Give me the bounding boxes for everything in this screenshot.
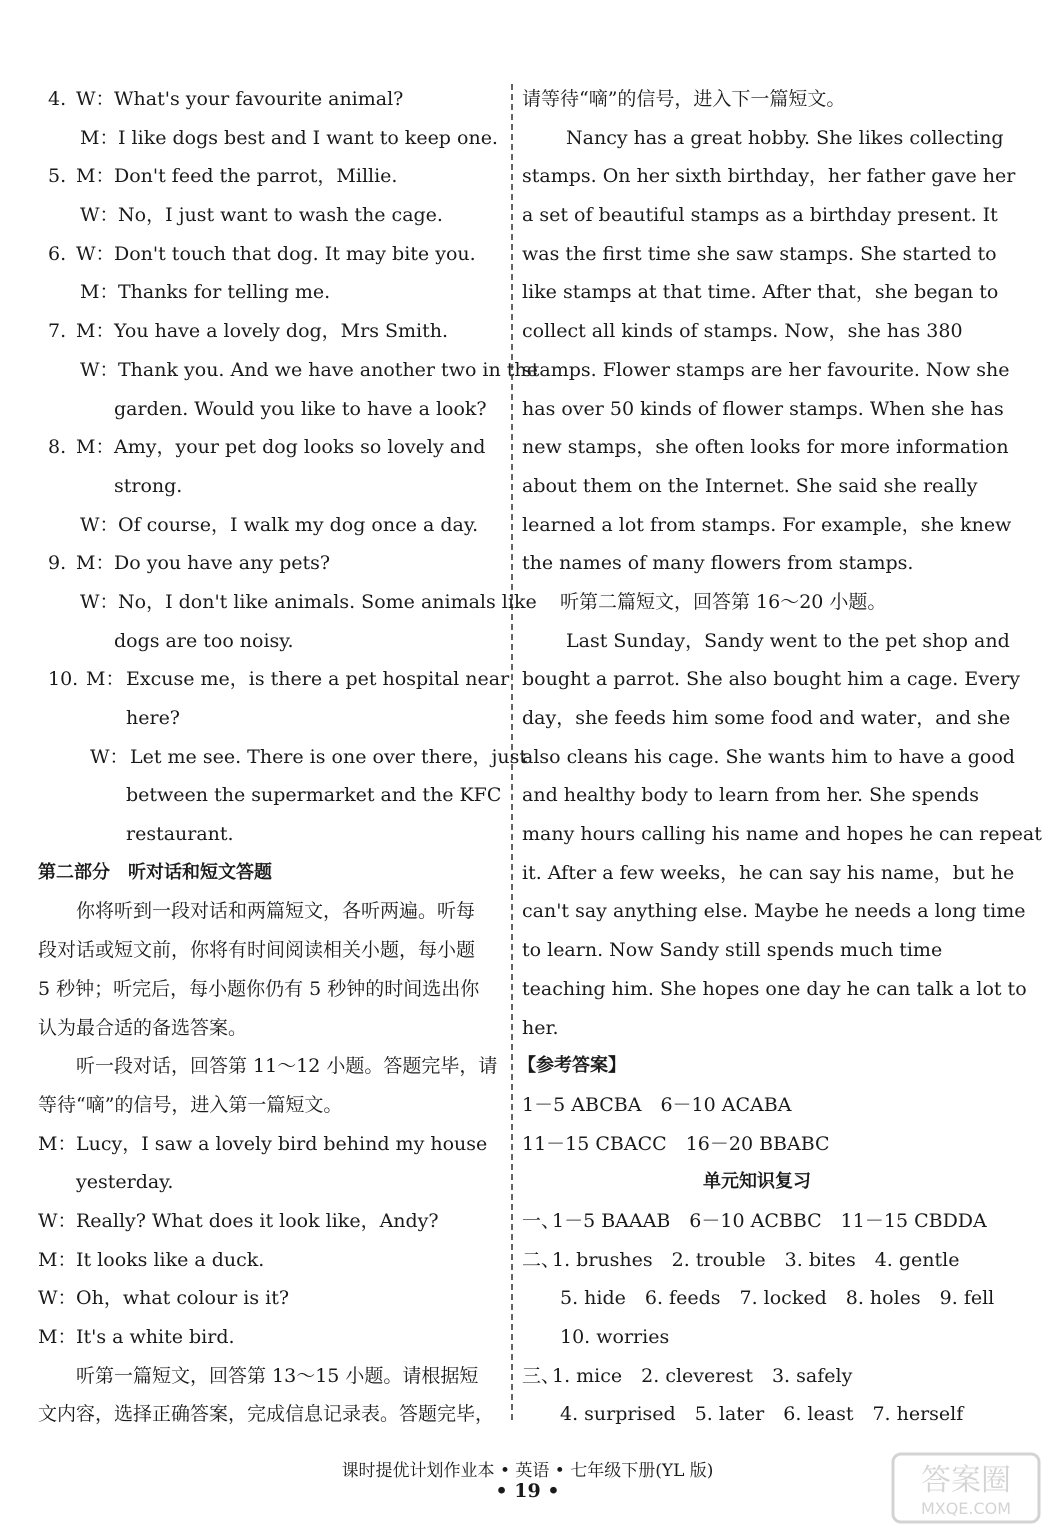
review-text: 10. worries [560, 1326, 670, 1348]
dialogue-line [38, 583, 537, 622]
instruction-line [38, 1357, 504, 1396]
dialogue-line [38, 1241, 504, 1280]
passage-text: day，she feeds him some food and water，and she [522, 707, 1011, 729]
dialogue-line [38, 815, 504, 854]
passage-line [522, 931, 992, 970]
review-label: 三、 [522, 1364, 561, 1387]
speaker-label: M： [76, 320, 115, 343]
instruction-line [38, 1047, 504, 1086]
instruction-text: 段对话或短文前，你将有时间阅读相关小题，每小题 [38, 939, 476, 962]
dialogue-text: I like dogs best and I want to keep one. [118, 126, 498, 149]
review-label: 二、 [522, 1248, 561, 1271]
instruction-text: 5 秒钟；听完后，每小题你仍有 5 秒钟的时间选出你 [38, 977, 480, 1000]
dialogue-text: Do you have any pets? [114, 552, 331, 575]
dialogue-line [38, 660, 510, 699]
question-number: 4. [48, 88, 67, 110]
right-column [518, 80, 1042, 1434]
passage-text: was the first time she saw stamps. She started to [522, 242, 997, 265]
instruction-text: 你将听到一段对话和两篇短文，各听两遍。听每 [76, 900, 476, 923]
speaker-label: W： [90, 745, 129, 768]
instruction-line [38, 931, 504, 970]
dialogue-text: strong. [114, 474, 183, 497]
review-text: 5. hide 6. feeds 7. locked 8. holes 9. fell [560, 1287, 995, 1310]
speaker-label: M： [38, 1326, 77, 1348]
dialogue-text: Don't touch that dog. It may bite you. [114, 242, 476, 265]
passage-text: stamps. Flower stamps are her favourite. Now she [522, 358, 1010, 381]
instruction-line [522, 583, 992, 622]
dialogue-line [38, 699, 504, 738]
answer-text: 11－15 CBACC 16－20 BBABC [522, 1132, 830, 1155]
question-number: 9. [48, 552, 67, 575]
dialogue-text: yesterday. [76, 1171, 174, 1194]
passage-line [522, 660, 1021, 699]
dialogue-line [38, 196, 504, 235]
passage-text: stamps. On her sixth birthday，her father gave her [522, 165, 1016, 188]
instruction-text: 听一段对话，回答第 11～12 小题。答题完毕，请 [76, 1055, 498, 1078]
dialogue-line [38, 1125, 504, 1164]
dialogue-text: Thanks for telling me. [118, 281, 331, 304]
instruction-text: 等待“嘀”的信号，进入第一篇短文。 [38, 1093, 343, 1116]
dialogue-text: Don't feed the parrot，Millie. [114, 165, 398, 188]
passage-line [522, 196, 998, 235]
dialogue-text: dogs are too noisy. [114, 629, 294, 652]
review-label: 一、 [522, 1209, 561, 1232]
instruction-line [38, 1086, 504, 1125]
passage-text: also cleans his cage. She wants him to have a good [522, 745, 1015, 768]
speaker-label: W： [80, 358, 119, 381]
instruction-text: 请等待“嘀”的信号，进入下一篇短文。 [522, 88, 846, 110]
passage-line [522, 157, 1016, 196]
passage-line [522, 390, 1004, 429]
review-text: 1－5 BAAAB 6－10 ACBBC 11－15 CBDDA [552, 1209, 987, 1232]
dialogue-line [38, 776, 504, 815]
dialogue-line [38, 467, 504, 506]
passage-text: many hours calling his name and hopes he can repeat [522, 823, 1042, 846]
section-heading: 第二部分 听对话和短文答题 [38, 861, 272, 883]
speaker-label: W： [76, 88, 115, 110]
dialogue-line [38, 738, 527, 777]
dialogue-text: restaurant. [126, 823, 234, 846]
review-text: 1. brushes 2. trouble 3. bites 4. gentle [552, 1248, 960, 1271]
svg-text:MXQE.COM: MXQE.COM [920, 1499, 1012, 1518]
dialogue-text: It looks like a duck. [76, 1248, 265, 1271]
passage-line [522, 970, 1027, 1009]
passage-line [522, 738, 1015, 777]
dialogue-text: Excuse me，is there a pet hospital near [126, 668, 510, 691]
passage-line [522, 506, 1012, 545]
answer-text: 1－5 ABCBA 6－10 ACABA [522, 1093, 792, 1116]
review-text: 4. surprised 5. later 6. least 7. herself [560, 1403, 964, 1426]
review-line [522, 1279, 995, 1318]
instruction-line [38, 1395, 504, 1434]
dialogue-line [38, 390, 504, 429]
speaker-label: M： [38, 1248, 77, 1271]
dialogue-line [38, 1202, 504, 1241]
instruction-line [38, 892, 504, 931]
passage-text: like stamps at that time. After that，she began to [522, 281, 999, 304]
dialogue-line [38, 544, 504, 583]
dialogue-text: Thank you. And we have another two in the [118, 358, 538, 381]
passage-line [522, 351, 1010, 390]
passage-line [522, 235, 997, 274]
passage-text: bought a parrot. She also bought him a cage. Every [522, 668, 1021, 691]
passage-text: Nancy has a great hobby. She likes collecting [566, 126, 1004, 149]
dialogue-text: You have a lovely dog，Mrs Smith. [114, 320, 449, 343]
question-number: 8. [48, 436, 67, 459]
svg-text:答案圈: 答案圈 [921, 1463, 1011, 1498]
question-number: 5. [48, 165, 67, 188]
passage-text: about them on the Internet. She said she really [522, 474, 978, 497]
dialogue-line [38, 622, 504, 661]
dialogue-text: garden. Would you like to have a look? [114, 397, 487, 420]
passage-line [522, 467, 992, 506]
dialogue-text: Really? What does it look like，Andy? [76, 1209, 439, 1232]
instruction-line [38, 1009, 504, 1048]
answers-heading-row [518, 1047, 992, 1086]
dialogue-line [38, 351, 538, 390]
passage-line [522, 892, 1026, 931]
passage-line [522, 776, 992, 815]
dialogue-text: It's a white bird. [76, 1326, 235, 1348]
passage-line [522, 815, 1042, 854]
speaker-label: W： [38, 1287, 77, 1310]
passage-line [522, 854, 1015, 893]
question-number: 6. [48, 242, 67, 265]
speaker-label: W： [76, 242, 115, 265]
passage-text: teaching him. She hopes one day he can talk a lot to [522, 977, 1027, 1000]
dialogue-line [38, 506, 504, 545]
dialogue-line [38, 235, 504, 274]
review-line [522, 1202, 992, 1241]
watermark-logo [891, 1452, 1041, 1524]
review-line [522, 1395, 992, 1434]
passage-line [522, 1009, 992, 1048]
question-number: 10. [48, 668, 79, 691]
dialogue-text: here? [126, 707, 180, 729]
passage-line [522, 312, 992, 351]
footer-book-title: 课时提优计划作业本 • 英语 • 七年级下册(YL 版) [341, 1461, 714, 1481]
passage-text: Last Sunday，Sandy went to the pet shop and [566, 629, 1010, 652]
passage-text: to learn. Now Sandy still spends much time [522, 939, 943, 962]
answer-line [522, 1086, 992, 1125]
speaker-label: W： [80, 204, 119, 227]
passage-text: has over 50 kinds of flower stamps. When she has [522, 397, 1004, 420]
dialogue-line [38, 1279, 504, 1318]
passage-line [522, 622, 1010, 661]
speaker-label: M： [76, 165, 115, 188]
dialogue-text: Amy，your pet dog looks so lovely and [114, 436, 486, 459]
speaker-label: M： [76, 436, 115, 459]
answer-line [522, 1125, 992, 1164]
review-heading: 单元知识复习 [703, 1171, 811, 1193]
dialogue-text: Lucy，I saw a lovely bird behind my house [76, 1132, 488, 1155]
instruction-text: 听第一篇短文，回答第 13～15 小题。请根据短 [76, 1364, 479, 1387]
dialogue-line [38, 1318, 504, 1357]
speaker-label: M： [80, 281, 119, 304]
passage-text: a set of beautiful stamps as a birthday present. It [522, 204, 998, 227]
instruction-line [522, 80, 992, 119]
dialogue-line [38, 428, 504, 467]
section-heading-row [38, 854, 504, 893]
dialogue-line [38, 157, 504, 196]
speaker-label: W： [80, 513, 119, 536]
dialogue-text: Of course，I walk my dog once a day. [118, 513, 479, 536]
speaker-label: W： [38, 1209, 77, 1232]
review-line [522, 1241, 992, 1280]
passage-text: can't say anything else. Maybe he needs a long time [522, 900, 1026, 923]
speaker-label: M： [76, 552, 115, 575]
left-column [38, 80, 538, 1434]
instruction-text: 文内容，选择正确答案，完成信息记录表。答题完毕， [38, 1403, 495, 1426]
speaker-label: M： [80, 126, 119, 149]
passage-line [522, 544, 992, 583]
dialogue-text: Oh，what colour is it? [76, 1287, 290, 1310]
passage-text: it. After a few weeks，he can say his name，but he [522, 861, 1015, 884]
dialogue-text: Let me see. There is one over there，just [130, 745, 527, 768]
passage-line [522, 428, 1009, 467]
passage-text: her. [522, 1016, 559, 1039]
speaker-label: M： [38, 1132, 77, 1155]
passage-text: and healthy body to learn from her. She spends [522, 784, 979, 807]
dialogue-line [38, 312, 504, 351]
answers-heading: 【参考答案】 [518, 1055, 626, 1077]
instruction-line [38, 970, 504, 1009]
page-number: • 19 • [495, 1480, 560, 1502]
dialogue-line [38, 1163, 504, 1202]
review-line [522, 1318, 992, 1357]
passage-text: the names of many flowers from stamps. [522, 552, 914, 575]
dialogue-text: No，I just want to wash the cage. [118, 204, 443, 227]
dialogue-line [38, 119, 504, 158]
passage-text: collect all kinds of stamps. Now，she has 380 [522, 320, 963, 343]
passage-text: new stamps，she often looks for more information [522, 436, 1009, 459]
dialogue-text: What's your favourite animal? [114, 88, 404, 110]
dialogue-text: No，I don't like animals. Some animals like [118, 590, 537, 613]
speaker-label: W： [80, 590, 119, 613]
passage-line [522, 119, 1004, 158]
passage-text: learned a lot from stamps. For example，she knew [522, 513, 1012, 536]
dialogue-line [38, 273, 504, 312]
passage-line [522, 273, 999, 312]
dialogue-line [38, 80, 504, 119]
instruction-text: 认为最合适的备选答案。 [38, 1016, 248, 1039]
passage-line [522, 699, 1011, 738]
question-number: 7. [48, 320, 67, 343]
dialogue-text: between the supermarket and the KFC [126, 784, 502, 807]
review-text: 1. mice 2. cleverest 3. safely [552, 1364, 853, 1387]
speaker-label: M： [86, 668, 125, 691]
instruction-text: 听第二篇短文，回答第 16～20 小题。 [560, 590, 887, 613]
review-line [522, 1357, 992, 1396]
review-heading-row [522, 1163, 992, 1202]
